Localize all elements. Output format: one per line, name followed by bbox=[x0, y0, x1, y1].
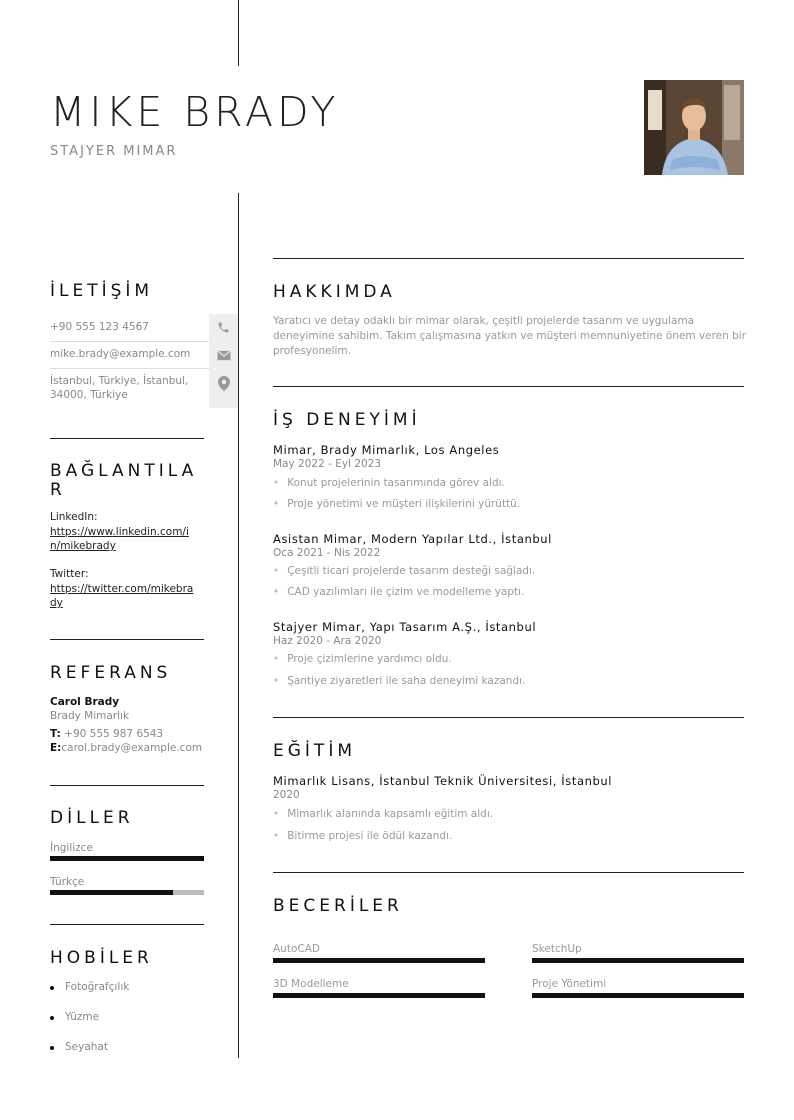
reference-email-label: E: bbox=[50, 742, 62, 754]
job-title: Asistan Mimar, Modern Yapılar Ltd., İstanbul bbox=[273, 532, 552, 546]
language-name: Türkçe bbox=[50, 876, 85, 888]
linkedin-url-line-2: n/mikebrady bbox=[50, 540, 116, 552]
twitter-url-line-1: https://twitter.com/mikebra bbox=[50, 583, 194, 595]
contact-phone: +90 555 123 4567 bbox=[50, 321, 149, 333]
section-divider bbox=[50, 639, 204, 640]
job-bullet: • CAD yazılımları ile çizim ve modelleme yaptı. bbox=[273, 586, 524, 598]
skill-name: Proje Yönetimi bbox=[532, 978, 607, 990]
job-bullet: • Proje çizimlerine yardımcı oldu. bbox=[273, 653, 452, 665]
linkedin-link[interactable] bbox=[50, 525, 189, 553]
about-line-3: profesyonelim. bbox=[273, 345, 351, 357]
bullet-dot bbox=[50, 1046, 54, 1050]
twitter-link[interactable] bbox=[50, 582, 193, 610]
skill-bar-fill bbox=[273, 993, 485, 998]
mail-icon bbox=[209, 342, 238, 369]
section-divider bbox=[50, 924, 204, 925]
bullet-dot bbox=[50, 986, 54, 990]
candidate-name: MIKE BRADY bbox=[50, 88, 340, 136]
profile-photo bbox=[644, 80, 744, 175]
links-title-line-1: BAĞLANTILA bbox=[50, 461, 198, 481]
bullet-dot bbox=[50, 1016, 54, 1020]
reference-phone: +90 555 987 6543 bbox=[64, 728, 164, 740]
job-date: May 2022 - Eyl 2023 bbox=[273, 458, 382, 470]
job-bullet: • Konut projelerinin tasarımında görev aldı. bbox=[273, 477, 505, 489]
job-bullet: • Proje yönetimi ve müşteri ilişkilerini yürüttü. bbox=[273, 498, 520, 510]
skill-name: SketchUp bbox=[532, 943, 582, 955]
reference-phone-row bbox=[50, 728, 163, 740]
section-divider bbox=[50, 438, 204, 439]
skill-bar-fill bbox=[532, 958, 744, 963]
contact-title: İLETİŞİM bbox=[50, 281, 154, 301]
hobby-item: Yüzme bbox=[65, 1011, 100, 1023]
links-title-line-2: R bbox=[50, 480, 66, 500]
section-divider bbox=[273, 872, 744, 873]
hobby-item: Fotoğrafçılık bbox=[65, 981, 130, 993]
top-divider-line bbox=[238, 0, 239, 66]
job-date: Haz 2020 - Ara 2020 bbox=[273, 635, 382, 647]
job-bullet: • Çeşitli ticari projelerde tasarım desteği sağladı. bbox=[273, 565, 535, 577]
language-bar-fill bbox=[50, 856, 204, 861]
language-bar-fill bbox=[50, 890, 173, 895]
contact-email: mike.brady@example.com bbox=[50, 348, 191, 360]
section-divider bbox=[273, 386, 744, 387]
job-bullet: • Şantiye ziyaretleri ile saha deneyimi kazandı. bbox=[273, 675, 525, 687]
skill-name: AutoCAD bbox=[273, 943, 320, 955]
linkedin-label: LinkedIn: bbox=[50, 511, 98, 523]
location-pin-icon bbox=[209, 370, 238, 397]
job-title: Stajyer Mimar, Yapı Tasarım A.Ş., İstanbul bbox=[273, 620, 537, 634]
address-line-2: 34000, Türkiye bbox=[50, 389, 128, 401]
contact-separator bbox=[50, 341, 210, 342]
languages-title: DİLLER bbox=[50, 808, 134, 828]
experience-title: İŞ DENEYİMİ bbox=[273, 410, 421, 430]
job-title: Mimar, Brady Mimarlık, Los Angeles bbox=[273, 443, 500, 457]
education-degree: Mimarlık Lisans, İstanbul Teknik Üniversitesi, İstanbul bbox=[273, 774, 613, 788]
main-divider-line bbox=[238, 193, 239, 1058]
contact-address bbox=[50, 374, 208, 402]
section-divider bbox=[50, 785, 204, 786]
skill-bar-fill bbox=[273, 958, 485, 963]
reference-email: carol.brady@example.com bbox=[61, 742, 203, 754]
language-name: İngilizce bbox=[50, 842, 93, 854]
links-title bbox=[50, 462, 197, 500]
job-date: Oca 2021 - Nis 2022 bbox=[273, 547, 381, 559]
hobby-item: Seyahat bbox=[65, 1041, 108, 1053]
contact-separator bbox=[50, 368, 210, 369]
twitter-label: Twitter: bbox=[50, 568, 89, 580]
education-year: 2020 bbox=[273, 789, 300, 801]
phone-icon bbox=[209, 314, 238, 341]
section-divider bbox=[273, 717, 744, 718]
skill-bar-fill bbox=[532, 993, 744, 998]
candidate-role: STAJYER MIMAR bbox=[50, 144, 178, 159]
skill-name: 3D Modelleme bbox=[273, 978, 349, 990]
reference-name: Carol Brady bbox=[50, 696, 120, 708]
address-line-1: İstanbul, Türkiye, İstanbul, bbox=[50, 375, 189, 387]
education-bullet: • Mimarlık alanında kapsamlı eğitim aldı. bbox=[273, 808, 493, 820]
reference-company: Brady Mimarlık bbox=[50, 710, 130, 722]
about-title: HAKKIMDA bbox=[273, 282, 396, 302]
twitter-url-line-2: dy bbox=[50, 597, 63, 609]
contact-icon-column bbox=[209, 314, 238, 408]
linkedin-url-line-1: https://www.linkedin.com/i bbox=[50, 526, 189, 538]
about-line-1: Yaratıcı ve detay odaklı bir mimar olarak, çeşitli projelerde tasarım ve uygulama bbox=[273, 315, 695, 327]
about-text bbox=[273, 314, 746, 359]
reference-email-row bbox=[50, 742, 202, 754]
reference-title: REFERANS bbox=[50, 663, 172, 683]
education-bullet: • Bitirme projesi ile ödül kazandı. bbox=[273, 830, 452, 842]
hobbies-title: HOBİLER bbox=[50, 948, 153, 968]
section-divider bbox=[273, 258, 744, 259]
reference-phone-label: T: bbox=[50, 728, 61, 740]
about-line-2: deneyimine sahibim. Takım çalışmasına yatkın ve müşteri memnuniyetine önem veren bir bbox=[273, 330, 747, 342]
education-title: EĞİTİM bbox=[273, 741, 356, 761]
skills-title: BECERİLER bbox=[273, 896, 403, 916]
